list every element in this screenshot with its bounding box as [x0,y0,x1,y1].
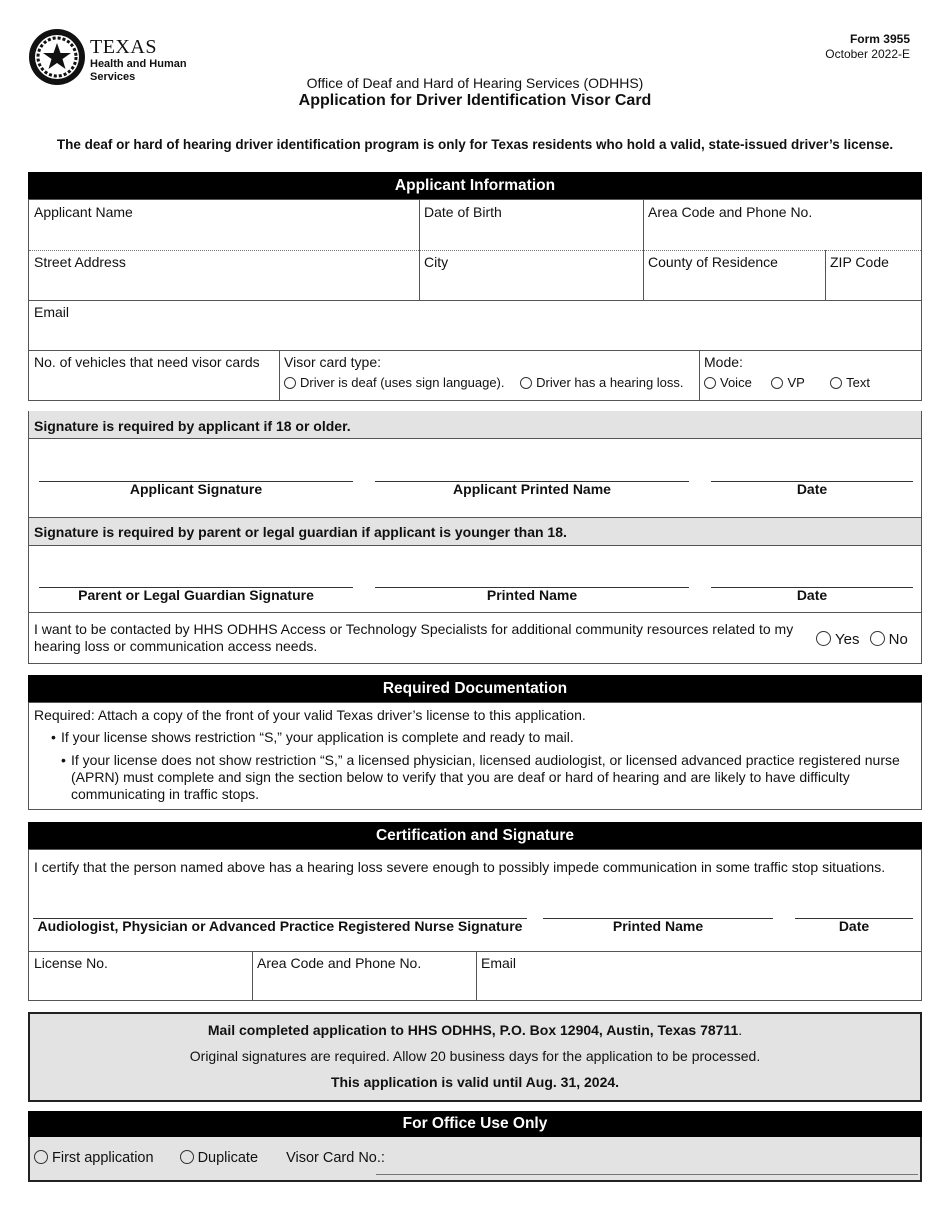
email-label: Email [34,304,70,320]
guardian-date-label: Date [796,587,828,603]
guardian-sig-note: Signature is required by parent or legal guardian if applicant is younger than 18. [34,524,567,540]
office-use-heading: For Office Use Only [28,1111,922,1137]
mode-text-label: Text [846,375,871,390]
zip-label: ZIP Code [830,254,889,270]
practitioner-printed-name-label: Printed Name [612,918,704,934]
office-use-section [28,1137,922,1182]
vehicles-label: No. of vehicles that need visor cards [34,354,260,370]
visor-type-group [279,350,699,400]
form-date: October 2022-E [825,47,910,61]
logo-texas-text: TEXAS [90,36,157,58]
bullet-2-text: If your license does not show restriction “S,” a licensed physician, licensed audiologist, or licensed advanced practice registered nurse (APRN) must complete and sign the section below to verify that you are deaf or hard of hearing and are likely to have difficulty communicating in traffic stops. [71,752,900,802]
documentation-bullet-1 [51,729,909,745]
visor-card-no-label: Visor Card No.: [286,1150,385,1166]
row-divider [29,545,921,546]
practitioner-phone-field[interactable] [252,951,476,1001]
mail-address-text: Mail completed application to HHS ODHHS, P.O. Box 12904, Austin, Texas 78711 [207,1022,739,1038]
mode-vp-label: VP [787,375,805,390]
dob-label: Date of Birth [424,204,502,220]
documentation-section [28,702,922,810]
office-name: Office of Deaf and Hard of Hearing Services (ODHHS) [306,75,644,91]
contact-yes-radio[interactable] [816,631,831,646]
bullet-1-text: If your license shows restriction “S,” your application is complete and ready to mail. [61,729,574,745]
row-divider [29,438,921,439]
street-address-field[interactable] [29,250,419,300]
contact-yes-label: Yes [835,631,860,648]
mail-address-period: . [738,1022,743,1038]
form-number: Form 3955 [849,32,910,46]
mail-valid-until: This application is valid until Aug. 31, 2024. [330,1074,620,1090]
city-field[interactable] [419,250,643,300]
applicant-date-label: Date [796,481,828,497]
first-application-label: First application [52,1150,154,1166]
contact-no-radio[interactable] [870,631,885,646]
county-label: County of Residence [648,254,778,270]
duplicate-radio[interactable] [180,1150,194,1164]
office-use-options [34,1150,385,1166]
practitioner-email-label: Email [481,955,517,971]
page-title: Application for Driver Identification Visor Card [298,92,652,109]
mode-text-radio[interactable] [830,377,842,389]
visor-deaf-radio[interactable] [284,377,296,389]
mode-voice-label: Voice [720,375,752,390]
signature-section [28,411,922,664]
applicant-name-label: Applicant Name [34,204,133,220]
email-field[interactable] [29,300,921,350]
city-label: City [424,254,449,270]
mode-group [699,350,921,400]
certification-heading: Certification and Signature [28,822,922,849]
documentation-bullet-2 [61,752,911,803]
guardian-signature-label: Parent or Legal Guardian Signature [78,587,314,603]
visor-hearing-loss-radio[interactable] [520,377,532,389]
documentation-heading: Required Documentation [28,675,922,702]
vehicles-count-field[interactable] [29,350,279,400]
certification-statement: I certify that the person named above has a hearing loss severe enough to possibly impede communication in some traffic stop situations. [34,859,886,875]
contact-consent-text: I want to be contacted by HHS ODHHS Access or Technology Specialists for additional community resources related to my hearing loss or communication access needs. [34,621,794,654]
street-label: Street Address [34,254,126,270]
mode-voice-radio[interactable] [704,377,716,389]
date-of-birth-field[interactable] [419,200,643,250]
applicant-printed-name-label: Applicant Printed Name [453,481,611,497]
applicant-signature-label: Applicant Signature [129,481,263,497]
contact-consent-options [811,627,921,652]
license-number-field[interactable] [29,951,252,1001]
practitioner-signature-label: Audiologist, Physician or Advanced Practice Registered Nurse Signature [37,918,523,934]
certification-section [28,849,922,1001]
license-label: License No. [34,955,108,971]
mail-instructions-box [28,1012,922,1102]
guardian-printed-name-label: Printed Name [486,587,578,603]
visor-card-no-field[interactable] [376,1174,918,1175]
bullet-dot: • [51,729,56,745]
applicant-name-field[interactable] [29,200,419,250]
eligibility-notice: The deaf or hard of hearing driver identification program is only for Texas residents who hold a valid, state-issued driver’s license. [56,137,894,152]
mode-label: Mode: [704,354,743,370]
county-field[interactable] [643,250,825,300]
contact-no-label: No [888,631,908,648]
applicant-sig-note: Signature is required by applicant if 18 or older. [34,418,351,434]
practitioner-email-field[interactable] [476,951,921,1001]
mail-address-line [30,1022,920,1038]
visor-type-label: Visor card type: [284,354,382,370]
visor-hearing-loss-label: Driver has a hearing loss. [536,375,684,390]
row-divider [29,612,921,613]
first-application-radio[interactable] [34,1150,48,1164]
mode-vp-radio[interactable] [771,377,783,389]
mail-signature-note: Original signatures are required. Allow 20 business days for the application to be processed. [189,1048,761,1064]
duplicate-label: Duplicate [197,1150,259,1166]
logo-agency-text: Health and Human Services [90,58,187,83]
applicant-info-section [28,199,922,401]
applicant-phone-field[interactable] [643,200,923,250]
visor-deaf-label: Driver is deaf (uses sign language). [300,375,505,390]
documentation-intro: Required: Attach a copy of the front of your valid Texas driver’s license to this application. [34,707,586,723]
bullet-dot: • [61,752,66,768]
practitioner-date-label: Date [838,918,870,934]
practitioner-phone-label: Area Code and Phone No. [257,955,422,971]
zip-code-field[interactable] [825,250,923,300]
phone-label: Area Code and Phone No. [648,204,813,220]
applicant-info-heading: Applicant Information [28,172,922,199]
form-number-block [825,32,910,62]
